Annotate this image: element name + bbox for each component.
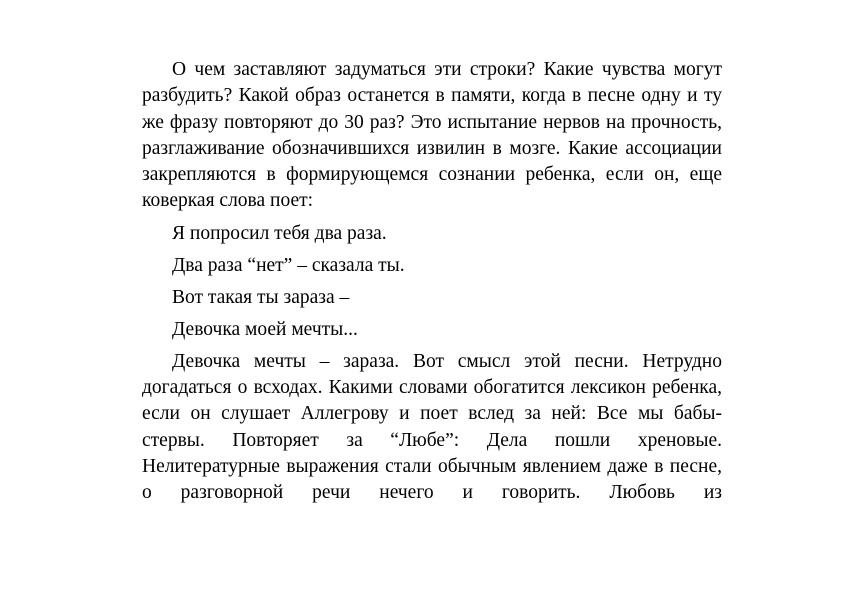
verse-line-1: Я попросил тебя два раза. bbox=[172, 222, 387, 244]
paragraph-meaning: Девочка мечты – зараза. Вот смысл этой песни. Нетрудно догадаться о всходах. Какими словами обогатится лексикон ребенка, если он слушает Аллегрову и поет вслед за ней: Все мы бабы-стервы. Повторяет за “Любе”: Дела пошли хреновые. Нелитературные выражения стали обычным явлением даже в песне, о разговорной речи нечего и говорить. Любовь из bbox=[142, 350, 722, 504]
song-verse bbox=[142, 218, 722, 346]
verse-line-2: Два раза “нет” – сказала ты. bbox=[172, 254, 405, 276]
verse-line-4: Девочка моей мечты... bbox=[172, 318, 358, 340]
document-page bbox=[142, 57, 722, 507]
verse-line-3: Вот такая ты зараза – bbox=[172, 286, 350, 308]
paragraph-questions: О чем заставляют задуматься эти строки? Какие чувства могут разбудить? Какой образ останется в памяти, когда в песне одну и ту же фразу повторяют до 30 раз? Это испытание нервов на прочность, разглаживание обозначившихся извилин в мозге. Какие ассоциации закрепляются в формирующемся сознании ребенка, если он, еще коверкая слова поет: bbox=[142, 59, 722, 212]
